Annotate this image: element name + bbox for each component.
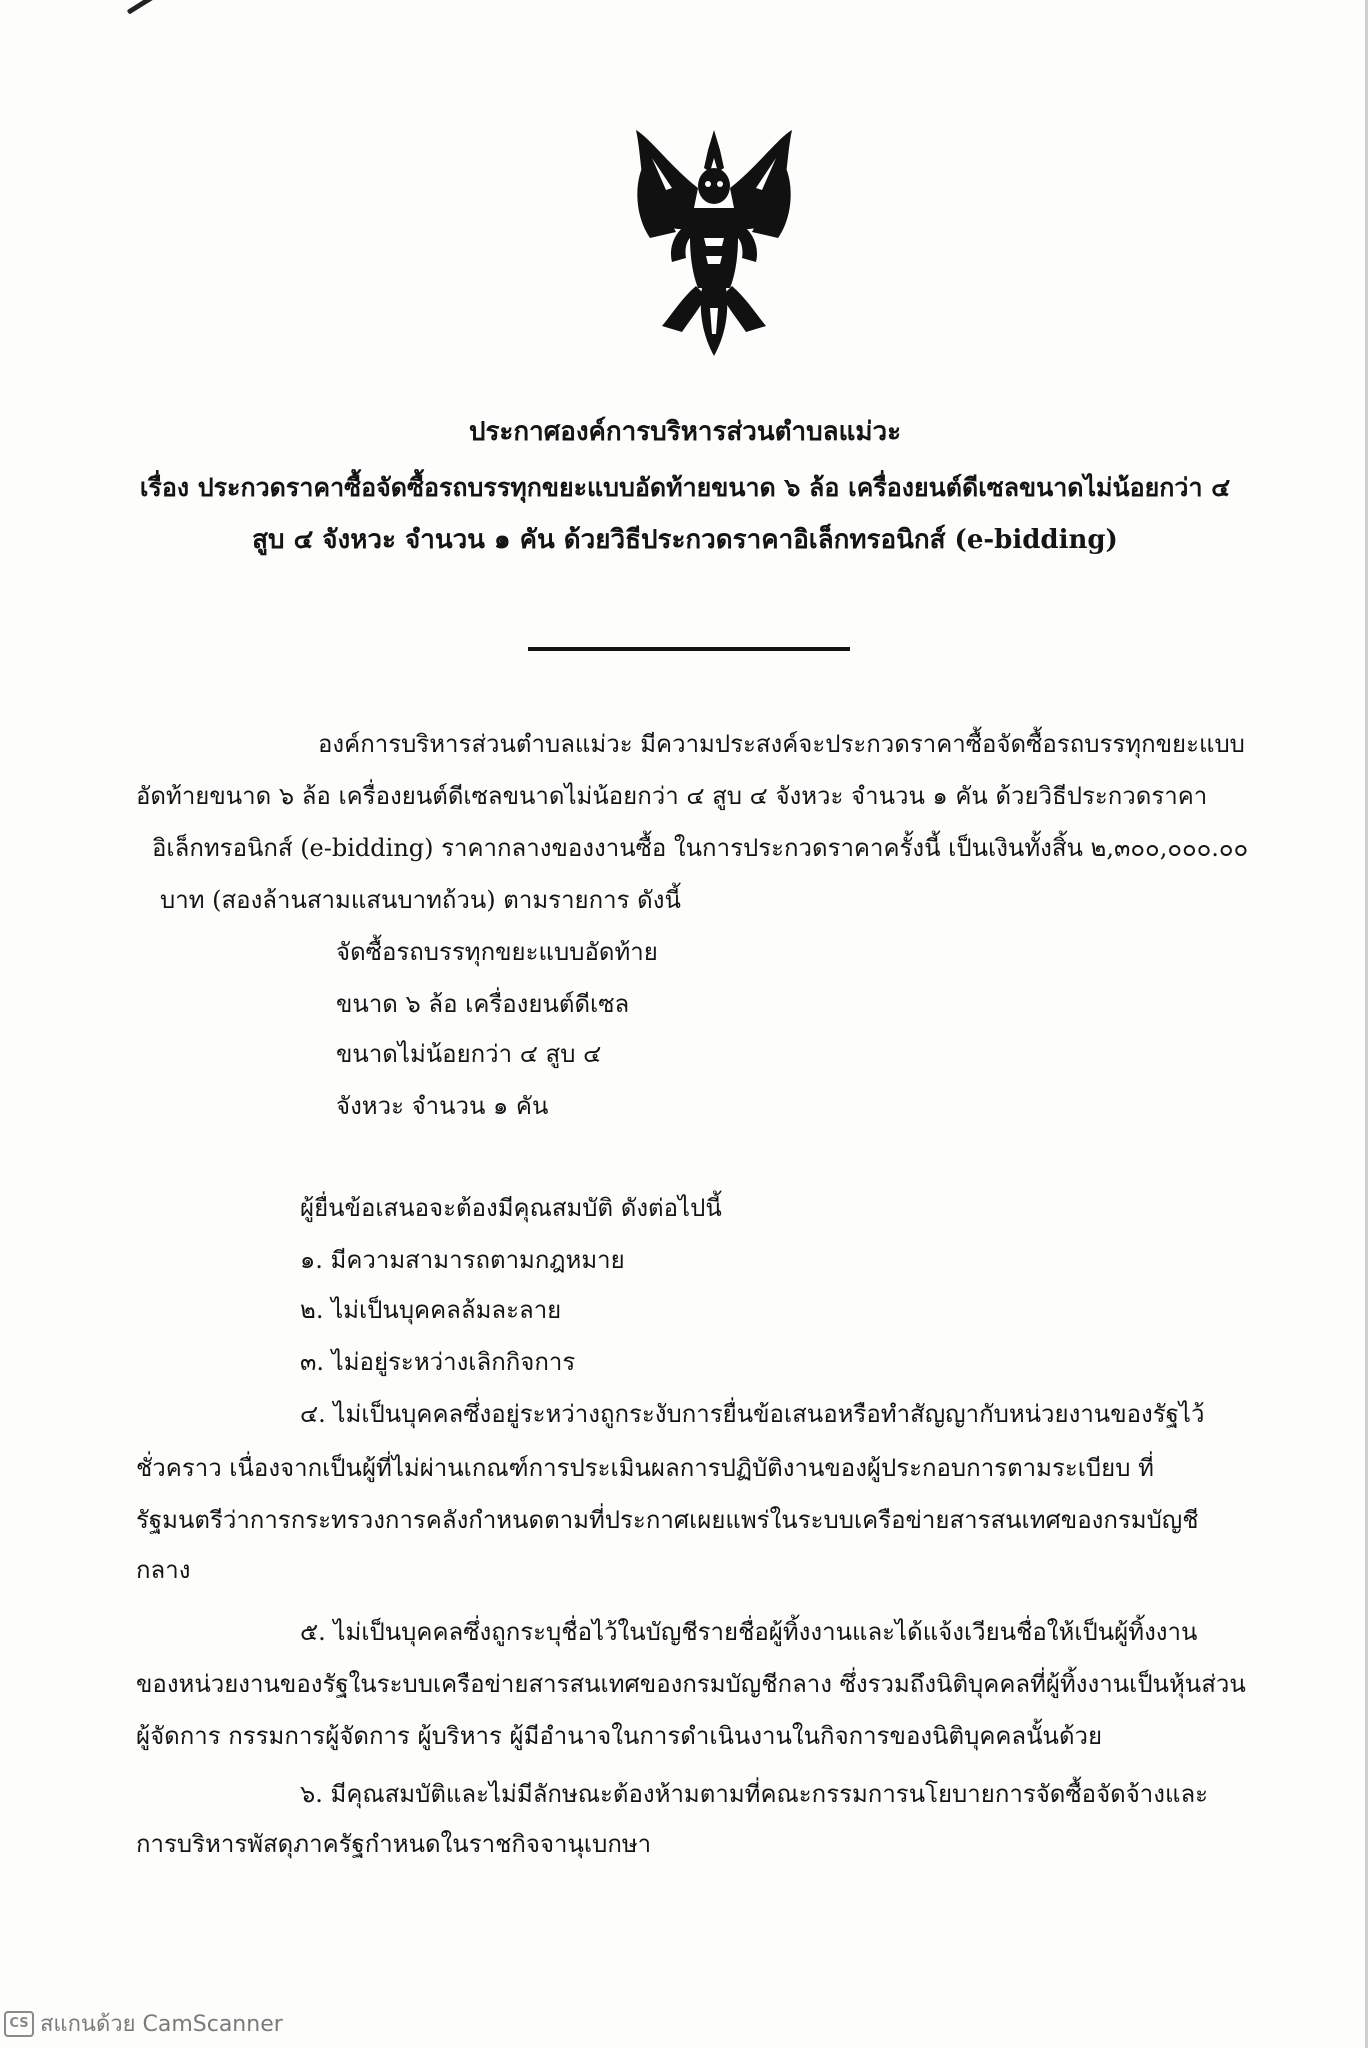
qualification-item: ๑. มีความสามารถตามกฎหมาย xyxy=(300,1246,625,1274)
qualification-item: ๖. มีคุณสมบัติและไม่มีลักษณะต้องห้ามตามที่คณะกรรมการนโยบายการจัดซื้อจัดจ้างและ xyxy=(300,1780,1209,1808)
item-line: ขนาดไม่น้อยกว่า ๔ สูบ ๔ xyxy=(336,1040,602,1068)
qualification-item: ๓. ไม่อยู่ระหว่างเลิกกิจการ xyxy=(300,1348,576,1376)
camscanner-watermark xyxy=(4,2006,283,2041)
camscanner-logo-icon: CS xyxy=(4,2011,34,2037)
garuda-emblem xyxy=(632,128,796,358)
intro-line-2: อัดท้ายขนาด ๖ ล้อ เครื่องยนต์ดีเซลขนาดไม่น้อยกว่า ๔ สูบ ๔ จังหวะ จำนวน ๑ คัน ด้วยวิธีประกวดราคา xyxy=(136,782,1208,810)
qualification-item: ๔. ไม่เป็นบุคคลซึ่งอยู่ระหว่างถูกระงับการยื่นข้อเสนอหรือทำสัญญากับหน่วยงานของรัฐไว้ xyxy=(300,1400,1205,1428)
item-line: จังหวะ จำนวน ๑ คัน xyxy=(336,1092,549,1120)
title-divider xyxy=(528,647,850,651)
intro-line-4: บาท (สองล้านสามแสนบาทถ้วน) ตามรายการ ดังนี้ xyxy=(160,886,681,914)
qualifications-heading: ผู้ยื่นข้อเสนอจะต้องมีคุณสมบัติ ดังต่อไปนี้ xyxy=(300,1194,722,1222)
qualification-item: ผู้จัดการ กรรมการผู้จัดการ ผู้บริหาร ผู้มีอำนาจในการดำเนินงานในกิจการของนิติบุคคลนั้นด้วย xyxy=(136,1722,1103,1750)
pen-mark xyxy=(127,0,189,15)
announcement-heading: ประกาศองค์การบริหารส่วนตำบลแม่วะ xyxy=(468,417,902,447)
qualification-item: ของหน่วยงานของรัฐในระบบเครือข่ายสารสนเทศของกรมบัญชีกลาง ซึ่งรวมถึงนิติบุคคลที่ผู้ทิ้งงานเป็นหุ้นส่วน xyxy=(136,1670,1246,1698)
qualification-item: กลาง xyxy=(136,1556,191,1584)
subject-line-2: สูบ ๔ จังหวะ จำนวน ๑ คัน ด้วยวิธีประกวดราคาอิเล็กทรอนิกส์ (e-bidding) xyxy=(252,525,1118,555)
camscanner-text: สแกนด้วย CamScanner xyxy=(40,2012,283,2037)
qualification-item: ๒. ไม่เป็นบุคคลล้มละลาย xyxy=(300,1296,562,1324)
item-line: จัดซื้อรถบรรทุกขยะแบบอัดท้าย xyxy=(336,938,658,966)
intro-line-3: อิเล็กทรอนิกส์ (e-bidding) ราคากลางของงานซื้อ ในการประกวดราคาครั้งนี้ เป็นเงินทั้งสิ้น ๒,๓๐๐,๐๐๐.๐๐ xyxy=(152,834,1249,862)
qualification-item: ๕. ไม่เป็นบุคคลซึ่งถูกระบุชื่อไว้ในบัญชีรายชื่อผู้ทิ้งงานและได้แจ้งเวียนชื่อให้เป็นผู้ทิ้งงาน xyxy=(300,1618,1198,1646)
qualification-item: ชั่วคราว เนื่องจากเป็นผู้ที่ไม่ผ่านเกณฑ์การประเมินผลการปฏิบัติงานของผู้ประกอบการตามระเบียบ ที่ xyxy=(136,1454,1154,1482)
qualification-item: การบริหารพัสดุภาครัฐกำหนดในราชกิจจานุเบกษา xyxy=(136,1830,652,1858)
subject-line-1: เรื่อง ประกวดราคาซื้อจัดซื้อรถบรรทุกขยะแบบอัดท้ายขนาด ๖ ล้อ เครื่องยนต์ดีเซลขนาดไม่น้อยกว่า ๔ xyxy=(139,473,1231,502)
item-line: ขนาด ๖ ล้อ เครื่องยนต์ดีเซล xyxy=(336,990,630,1018)
intro-line-1: องค์การบริหารส่วนตำบลแม่วะ มีความประสงค์จะประกวดราคาซื้อจัดซื้อรถบรรทุกขยะแบบ xyxy=(318,730,1245,758)
qualification-item: รัฐมนตรีว่าการกระทรวงการคลังกำหนดตามที่ประกาศเผยแพร่ในระบบเครือข่ายสารสนเทศของกรมบัญชี xyxy=(136,1506,1199,1534)
